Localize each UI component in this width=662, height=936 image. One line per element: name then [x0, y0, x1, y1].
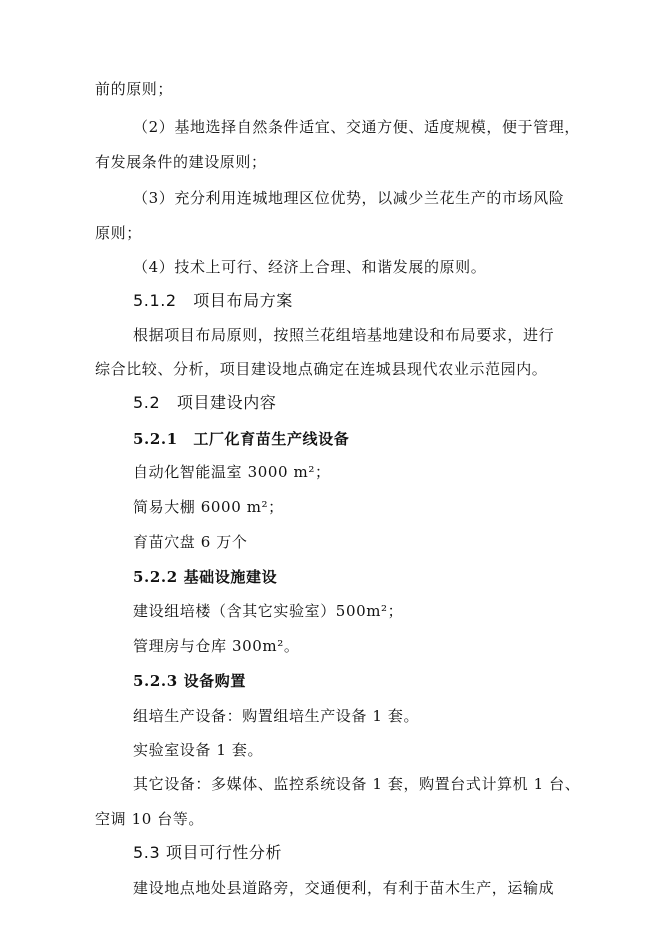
section-heading-5-2: 5.2 项目建设内容 [133, 393, 277, 412]
list-item: 管理房与仓库 300m²。 [133, 637, 300, 655]
list-item: 自动化智能温室 3000 m²； [133, 463, 331, 481]
list-item: 建设组培楼（含其它实验室）500m²； [133, 602, 404, 620]
section-heading-5-1-2: 5.1.2 项目布局方案 [133, 291, 293, 310]
paragraph-line: 有发展条件的建设原则； [95, 153, 267, 171]
section-heading-5-2-1: 5.2.1 工厂化育苗生产线设备 [133, 430, 350, 448]
paragraph-line: 建设地点地处县道路旁，交通便利，有利于苗木生产，运输成 [133, 879, 555, 897]
list-item: 简易大棚 6000 m²； [133, 498, 284, 516]
paragraph-line: （2）基地选择自然条件适宜、交通方便、适度规模，便于管理， [133, 118, 580, 136]
list-item: 实验室设备 1 套。 [133, 741, 264, 759]
list-item: 其它设备：多媒体、监控系统设备 1 套，购置台式计算机 1 台、 [133, 775, 581, 793]
paragraph-line: （3）充分利用连城地理区位优势，以减少兰花生产的市场风险 [133, 189, 565, 207]
section-heading-5-3: 5.3 项目可行性分析 [133, 843, 283, 862]
paragraph-line: 原则； [95, 224, 142, 242]
paragraph-line: （4）技术上可行、经济上合理、和谐发展的原则。 [133, 258, 487, 276]
paragraph-line: 综合比较、分析，项目建设地点确定在连城县现代农业示范园内。 [95, 360, 548, 378]
section-heading-5-2-2: 5.2.2 基础设施建设 [133, 568, 278, 586]
list-item: 育苗穴盘 6 万个 [133, 533, 248, 551]
paragraph-line: 根据项目布局原则，按照兰花组培基地建设和布局要求，进行 [133, 326, 555, 344]
paragraph-line: 前的原则； [95, 80, 174, 98]
section-heading-5-2-3: 5.2.3 设备购置 [133, 672, 246, 690]
list-item: 空调 10 台等。 [95, 810, 205, 828]
list-item: 组培生产设备：购置组培生产设备 1 套。 [133, 707, 420, 725]
